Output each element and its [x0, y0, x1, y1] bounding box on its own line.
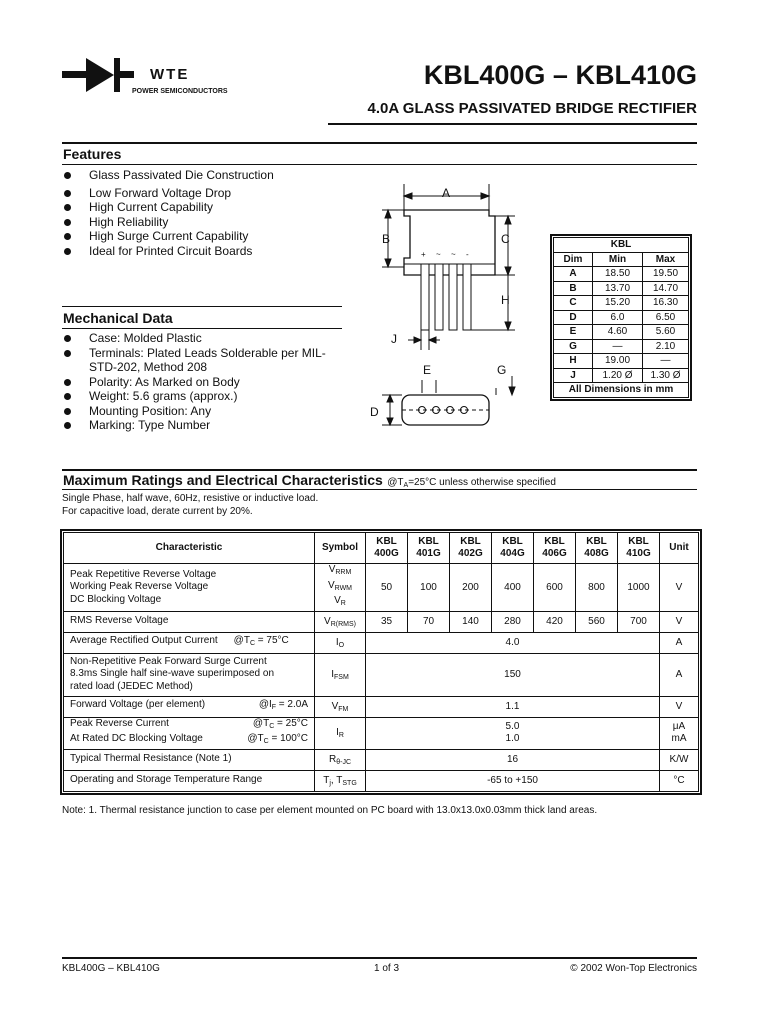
table-row: B 13.70 14.70 [554, 281, 689, 296]
table-row: Non-Repetitive Peak Forward Surge Current 8.3ms Single half sine-wave superimposed on rated load (JEDEC Method) $I_{FSM}$ 150 A [64, 653, 699, 696]
ratings-heading [63, 472, 556, 490]
col-characteristic: Characteristic [64, 533, 315, 564]
list-item: Terminals: Plated Leads Solderable per MIL-STD-202, Method 208 [62, 346, 332, 375]
list-item: Glass Passivated Die Construction [62, 168, 352, 183]
dim-label-h: H [501, 293, 510, 307]
diode-logo-icon [62, 55, 142, 95]
mechanical-underline [62, 328, 342, 329]
list-item: High Reliability [62, 215, 352, 230]
mechanical-rule [62, 306, 342, 307]
list-item: Mounting Position: Any [62, 404, 332, 419]
col-unit: Unit [660, 533, 699, 564]
features-underline [62, 164, 697, 165]
list-item: Case: Molded Plastic [62, 331, 332, 346]
list-item: Weight: 5.6 grams (approx.) [62, 389, 332, 404]
table-row: Forward Voltage (per element) $@I_F = 2.0A$ $V_{FM}$ 1.1 V [64, 696, 699, 717]
package-diagram [360, 180, 540, 440]
dim-label-c: C [501, 232, 510, 246]
dimension-table [550, 234, 692, 401]
page-number: 1 of 3 [374, 963, 400, 974]
footer-copyright: © 2002 Won-Top Electronics [570, 963, 697, 974]
col-part: KBL 406G [534, 533, 576, 564]
footer-left: KBL400G – KBL410G [62, 963, 160, 974]
col-part: KBL 404G [492, 533, 534, 564]
table-row: A 18.50 19.50 [554, 267, 689, 282]
table-row: H 19.00 — [554, 354, 689, 369]
logo-subtitle: POWER SEMICONDUCTORS [132, 88, 228, 95]
dim-table-footer: All Dimensions in mm [554, 383, 689, 398]
dim-label-a: A [442, 186, 451, 200]
col-part: KBL 400G [366, 533, 408, 564]
list-item: High Current Capability [62, 200, 352, 215]
dim-header: Dim [554, 252, 593, 267]
list-item: Ideal for Printed Circuit Boards [62, 244, 352, 259]
footnote: Note: 1. Thermal resistance junction to case per element mounted on PC board with 13.0x13.0x0.03mm thick land areas. [62, 805, 598, 816]
pin-mark: + [421, 250, 426, 259]
table-row: Peak Reverse Current $@T_C = 25^\circ C$ At Rated DC Blocking Voltage $@T_C = 100^\circ C$ $I_R$ 5.0 1.0 μA mA [64, 717, 699, 749]
footer-rule [62, 957, 697, 959]
features-title: Features [63, 146, 122, 162]
page-title: KBL400G – KBL410G [423, 60, 697, 90]
ratings-rule [62, 469, 697, 471]
dim-label-b: B [382, 232, 391, 246]
table-row: J 1.20 Ø 1.30 Ø [554, 368, 689, 383]
table-row: Operating and Storage Temperature Range $T_j$, $T_{STG}$ -65 to +150 °C [64, 770, 699, 791]
page-subtitle: 4.0A GLASS PASSIVATED BRIDGE RECTIFIER [367, 100, 697, 117]
list-item: Marking: Type Number [62, 418, 332, 433]
mechanical-list [62, 331, 332, 433]
logo-text: WTE [150, 66, 190, 83]
col-part: KBL 401G [408, 533, 450, 564]
mechanical-title: Mechanical Data [63, 310, 173, 326]
features-rule [62, 142, 697, 144]
dim-table-title: KBL [554, 238, 689, 253]
characteristics-table [60, 529, 702, 795]
table-row: D 6.0 6.50 [554, 310, 689, 325]
col-part: KBL 410G [618, 533, 660, 564]
pin-mark: - [466, 250, 469, 259]
list-item: Polarity: As Marked on Body [62, 375, 332, 390]
ratings-title: Maximum Ratings and Electrical Characteristics [63, 472, 383, 488]
col-symbol: Symbol [315, 533, 366, 564]
pin-mark: ~ [451, 250, 456, 259]
ratings-note-1: Single Phase, half wave, 60Hz, resistive or inductive load. [62, 493, 319, 504]
table-row: G — 2.10 [554, 339, 689, 354]
col-part: KBL 402G [450, 533, 492, 564]
ratings-note-2: For capacitive load, derate current by 20%. [62, 505, 253, 517]
ratings-underline [62, 489, 697, 490]
table-row: Average Rectified Output Current $@T_C = 75^\circ C$ $I_O$ 4.0 A [64, 632, 699, 653]
dim-label-d: D [370, 405, 379, 419]
dim-label-j: J [391, 332, 397, 346]
table-row: RMS Reverse Voltage $V_{R(RMS)}$ 35 70 140 280 420 560 700 V [64, 611, 699, 632]
dim-label-g: G [497, 363, 507, 377]
col-part: KBL 408G [576, 533, 618, 564]
features-list [62, 168, 352, 258]
table-row: E 4.60 5.60 [554, 325, 689, 340]
dim-label-e: E [423, 363, 432, 377]
list-item: Low Forward Voltage Drop [62, 186, 352, 201]
table-row: Typical Thermal Resistance (Note 1) $R_{\theta-JC}$ 16 K/W [64, 749, 699, 770]
pin-mark: ~ [436, 250, 441, 259]
list-item: High Surge Current Capability [62, 229, 352, 244]
ratings-notes [62, 493, 318, 518]
table-row: Peak Repetitive Reverse Voltage Working Peak Reverse Voltage DC Blocking Voltage $V_{RRM}$ $V_{RWM}$ $V_R$ 50 100 200 400 600 800 1000 V [64, 564, 699, 612]
dim-header: Max [643, 252, 689, 267]
table-row: C 15.20 16.30 [554, 296, 689, 311]
header-divider [328, 123, 697, 125]
ratings-condition: $@T_A=25^\circ C$ unless otherwise specified [387, 477, 556, 489]
dim-header: Min [593, 252, 643, 267]
